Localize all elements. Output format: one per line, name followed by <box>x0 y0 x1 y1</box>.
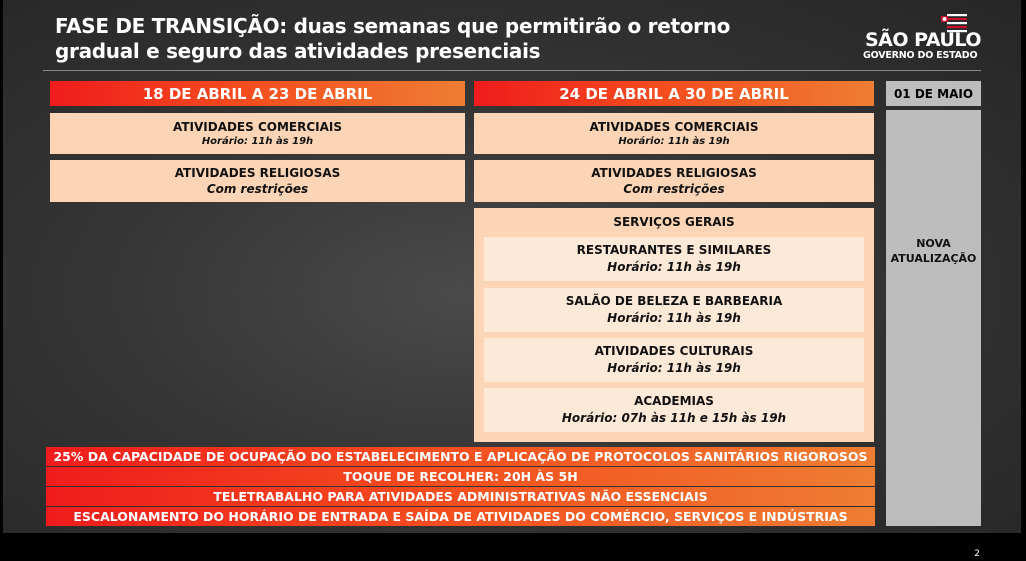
service-hours: Horário: 11h às 19h <box>607 361 741 375</box>
service-title: SALÃO DE BELEZA E BARBEARIA <box>565 294 783 308</box>
band-escalonamento: ESCALONAMENTO DO HORÁRIO DE ENTRADA E SAÍDA DE ATIVIDADES DO COMÉRCIO, SERVIÇOS E INDÚSTRIAS <box>46 507 875 526</box>
period3-header: 01 DE MAIO <box>886 81 981 106</box>
period3-line2: ATUALIZAÇÃO <box>890 252 977 265</box>
period2-card-comercial <box>474 113 874 154</box>
period1-header: 18 DE ABRIL A 23 DE ABRIL <box>50 81 465 106</box>
slide-footer <box>0 533 1026 561</box>
service-hours: Horário: 11h às 19h <box>607 311 741 325</box>
slide-title: FASE DE TRANSIÇÃO: duas semanas que permitirão o retorno gradual e seguro das atividades presenciais <box>55 14 731 63</box>
card-title: ATIVIDADES RELIGIOSAS <box>174 166 341 180</box>
period3-column <box>886 110 981 526</box>
service-title: ATIVIDADES CULTURAIS <box>594 344 754 358</box>
service-salao-beleza <box>484 288 864 332</box>
card-subtitle: Com restrições <box>623 182 725 196</box>
period1-card-religiosas <box>50 160 465 202</box>
card-subtitle: Horário: 11h às 19h <box>618 135 730 147</box>
presentation-slide <box>3 0 1021 533</box>
page-number: 2 <box>974 549 980 559</box>
period2-card-religiosas <box>474 160 874 202</box>
band-teletrabalho: TELETRABALHO PARA ATIVIDADES ADMINISTRATIVAS NÃO ESSENCIAIS <box>46 487 875 506</box>
nova-atualizacao-text <box>886 236 981 266</box>
servicos-gerais-panel <box>474 208 874 442</box>
service-hours: Horário: 07h às 11h e 15h às 19h <box>561 411 787 425</box>
card-title: ATIVIDADES RELIGIOSAS <box>591 166 757 180</box>
service-title: ACADEMIAS <box>634 394 714 408</box>
period2-header: 24 DE ABRIL A 30 DE ABRIL <box>474 81 874 106</box>
card-title: ATIVIDADES COMERCIAIS <box>589 119 759 134</box>
service-hours: Horário: 11h às 19h <box>607 260 741 274</box>
service-restaurantes <box>484 237 864 281</box>
logo-main-text: SÃO PAULO <box>865 29 981 51</box>
card-title: ATIVIDADES COMERCIAIS <box>172 119 343 134</box>
card-subtitle: Horário: 11h às 19h <box>201 135 314 147</box>
service-academias <box>484 388 864 432</box>
service-title: RESTAURANTES E SIMILARES <box>576 243 772 257</box>
service-culturais <box>484 338 864 382</box>
band-capacidade: 25% DA CAPACIDADE DE OCUPAÇÃO DO ESTABELECIMENTO E APLICAÇÃO DE PROTOCOLOS SANITÁRIOS RIGOROSOS <box>46 447 875 466</box>
sao-paulo-logo <box>861 12 986 62</box>
period3-line1: NOVA <box>916 237 951 250</box>
period1-card-comercial <box>50 113 465 154</box>
title-divider <box>43 70 981 71</box>
servicos-gerais-title: SERVIÇOS GERAIS <box>613 215 735 229</box>
logo-sub-text: GOVERNO DO ESTADO <box>863 50 978 61</box>
card-subtitle: Com restrições <box>206 182 309 196</box>
band-toque-recolher: TOQUE DE RECOLHER: 20H ÀS 5H <box>46 467 875 486</box>
